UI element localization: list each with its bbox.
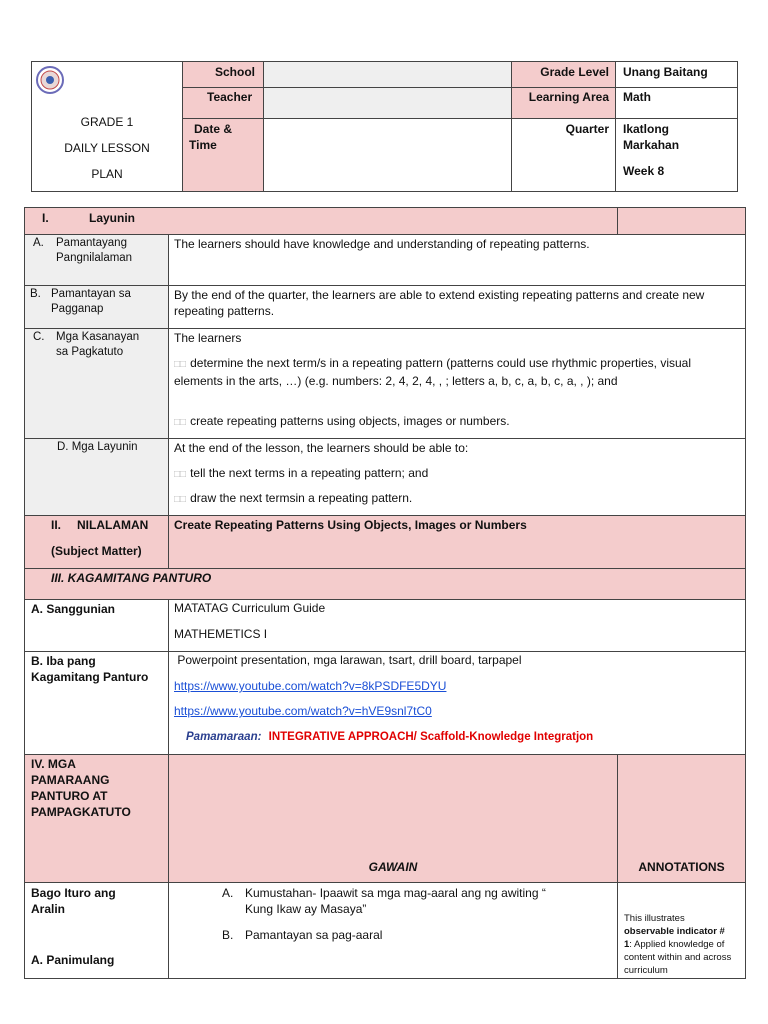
iba-pang-materials: Powerpoint presentation, mga larawan, tsart, drill board, tarpapel [174, 653, 522, 667]
grade-level-label: Grade Level [540, 65, 609, 79]
time-label: Time [189, 138, 217, 152]
iba-pang-label2: Kagamitang Panturo [31, 670, 149, 684]
layunin-num: I. [42, 211, 49, 225]
row-d-item-2-text: draw the next termsin a repeating pattern. [190, 491, 413, 505]
row-c-intro: The learners [174, 331, 242, 345]
pamamaraan-value: INTEGRATIVE APPROACH/ Scaffold-Knowledge Integratjon [268, 731, 594, 743]
row-b-label-cell [24, 285, 169, 329]
bago-label-cell [24, 882, 169, 979]
row-b-label1: Pamantayan sa [51, 288, 131, 300]
learning-area-value: Math [623, 90, 651, 104]
row-c-label1: Mga Kasanayan [56, 331, 140, 343]
row-d-content-cell [168, 438, 746, 516]
bago-label3: A. Panimulang [31, 953, 115, 967]
gawain-header-cell [168, 754, 618, 883]
learning-area-label-cell [511, 87, 616, 119]
gawain-label: GAWAIN [368, 860, 418, 874]
annotation-bold: observable indicator # [624, 926, 725, 937]
row-d-item-1-text: tell the next terms in a repeating pattern; and [190, 466, 429, 480]
bago-annotation [624, 912, 741, 977]
sanggunian-content-cell [168, 599, 746, 652]
bago-label2: Aralin [31, 902, 66, 916]
row-d-item-2 [174, 490, 412, 508]
bago-item-b-text1: Pamantayan sa pag-aaral [245, 928, 383, 942]
bago-label1: Bago Ituro ang [31, 886, 116, 900]
row-c-item-1-text: determine the next term/s in a repeating pattern (patterns could use rhythmic properties, visual elements in the arts, …) (e.g. numbers: 2, 4, 2, 4, , ; letters a, b, c, a, b, c, a, , ); and [174, 356, 692, 388]
pamaraang-line-2: PAMARAANG [31, 773, 110, 787]
plan-label: PLAN [91, 167, 123, 181]
grade-level-value: Unang Baitang [623, 65, 708, 79]
annotation-line1: This illustrates [624, 913, 685, 924]
annotation-bold2: 1 [624, 939, 630, 950]
row-a-label1: Pamantayang [56, 237, 127, 249]
kagamitan-header [24, 568, 746, 600]
bago-item-a-text1: Kumustahan- Ipaawit sa mga mag-aaral ang ng awiting “ [245, 886, 546, 900]
header-left-cell [31, 61, 183, 192]
row-c-letter: C. [33, 331, 45, 343]
sanggunian-item-2: MATHEMETICS I [174, 627, 268, 641]
pamaraang-line-1: IV. MGA [31, 757, 76, 771]
row-a-label2: Pangnilalaman [56, 252, 133, 264]
nilalaman-content-cell [168, 515, 746, 569]
bago-item-b-letter: B. [222, 928, 234, 942]
grade-level-label-cell [511, 61, 616, 88]
youtube-link-2[interactable]: https://www.youtube.com/watch?v=hVE9snl7tC0 [174, 704, 432, 718]
deped-seal-icon [35, 65, 65, 95]
bago-item-a-letter: A. [222, 886, 234, 900]
grade-title: GRADE 1 [80, 115, 134, 129]
school-label: School [215, 65, 256, 79]
date-field[interactable] [263, 118, 512, 192]
grade-level-value-cell [615, 61, 738, 88]
teacher-label-cell [182, 87, 264, 119]
teacher-field[interactable] [263, 87, 512, 119]
row-a-content-cell [168, 234, 746, 286]
row-d-label-cell [24, 438, 169, 516]
annotation-rest: : Applied knowledge of content within and across curriculum [624, 939, 732, 976]
school-field[interactable] [263, 61, 512, 88]
bago-item-b [222, 927, 383, 943]
iba-pang-label-cell [24, 651, 169, 755]
pamamaraan-label: Pamamaraan: [186, 731, 262, 743]
quarter-label: Quarter [565, 122, 609, 136]
nilalaman-label: NILALAMAN [77, 518, 149, 532]
learning-area-value-cell [615, 87, 738, 119]
iba-pang-content-cell [168, 651, 746, 755]
quarter-line2: Markahan [623, 138, 680, 152]
row-b-label2: Pagganap [51, 303, 104, 315]
row-c-label-cell [24, 328, 169, 439]
bullet-icon: □□ [174, 417, 187, 428]
nilalaman-num: II. [51, 518, 62, 532]
nilalaman-sub: (Subject Matter) [51, 544, 142, 558]
row-c-content-cell [168, 328, 746, 439]
nilalaman-content: Create Repeating Patterns Using Objects, Images or Numbers [174, 518, 527, 532]
daily-lesson-label: DAILY LESSON [64, 141, 150, 155]
week-label: Week 8 [623, 164, 665, 178]
row-a-content: The learners should have knowledge and understanding of repeating patterns. [174, 237, 590, 251]
bago-content-cell [168, 882, 618, 979]
bullet-icon: □□ [174, 494, 187, 505]
sanggunian-label: A. Sanggunian [31, 602, 115, 616]
learning-area-label: Learning Area [528, 90, 609, 104]
bullet-icon: □□ [174, 359, 187, 370]
pamaraang-line-3: PANTURO AT [31, 789, 108, 803]
quarter-value-cell [615, 118, 738, 192]
row-b-content-cell [168, 285, 746, 329]
pamamaraan-line [186, 729, 593, 745]
kagamitan-label: III. KAGAMITANG PANTURO [51, 571, 212, 585]
row-c-item-2 [174, 413, 735, 431]
annotations-header-cell [617, 754, 746, 883]
bago-annotation-cell [617, 882, 746, 979]
youtube-link-1[interactable]: https://www.youtube.com/watch?v=8kPSDFE5DYU [174, 679, 447, 693]
row-b-letter: B. [30, 288, 41, 300]
bago-item-a [222, 885, 611, 916]
pamaraang-label-cell [24, 754, 169, 883]
row-a-letter: A. [33, 237, 44, 249]
date-label: Date & [194, 122, 233, 136]
teacher-label: Teacher [207, 90, 253, 104]
bullet-icon: □□ [174, 469, 187, 480]
row-c-item-1 [174, 355, 735, 389]
nilalaman-label-cell [24, 515, 169, 569]
school-label-cell [182, 61, 264, 88]
iba-pang-label1: B. Iba pang [31, 654, 96, 668]
row-d-label: D. Mga Layunin [57, 441, 138, 453]
quarter-label-cell [511, 118, 616, 192]
layunin-label: Layunin [89, 211, 136, 225]
date-label-cell [182, 118, 264, 192]
layunin-header [24, 207, 618, 235]
row-b-content: By the end of the quarter, the learners are able to extend existing repeating patterns and create new repeating patterns. [174, 288, 705, 318]
row-a-label-cell [24, 234, 169, 286]
quarter-line1: Ikatlong [623, 122, 670, 136]
row-d-intro: At the end of the lesson, the learners should be able to: [174, 441, 469, 455]
row-d-item-1 [174, 465, 428, 483]
sanggunian-item-1: MATATAG Curriculum Guide [174, 601, 326, 615]
bago-item-a-text2: Kung Ikaw ay Masaya” [245, 902, 367, 916]
annotations-label: ANNOTATIONS [638, 860, 725, 874]
row-c-label2: sa Pagkatuto [56, 346, 124, 358]
pamaraang-line-4: PAMPAGKATUTO [31, 805, 131, 819]
layunin-header-right [617, 207, 746, 235]
sanggunian-label-cell [24, 599, 169, 652]
row-c-item-2-text: create repeating patterns using objects, images or numbers. [190, 414, 510, 428]
